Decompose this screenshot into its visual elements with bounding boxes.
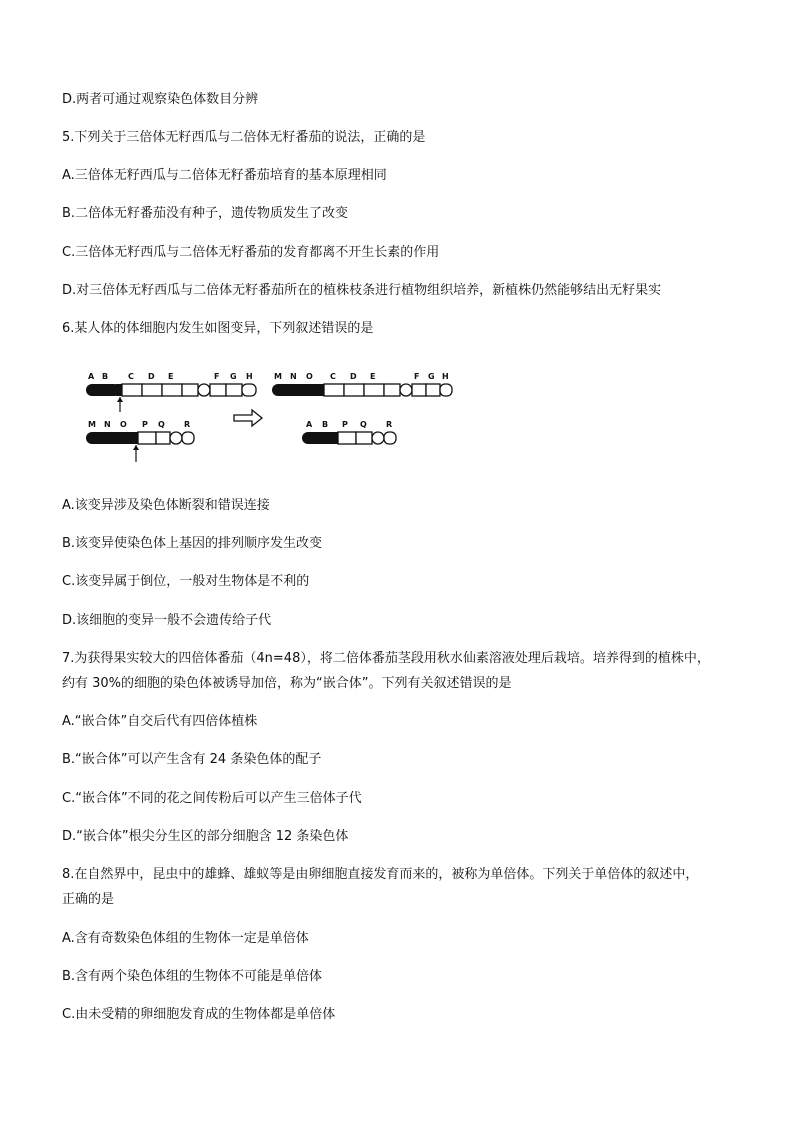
gene-label: M — [274, 372, 282, 381]
q7-option-d: D.“嵌合体”根尖分生区的部分细胞含 12 条染色体 — [62, 829, 349, 844]
gene-label: C — [128, 372, 134, 381]
gene-label: H — [246, 372, 253, 381]
q5-stem: 5.下列关于三倍体无籽西瓜与二倍体无籽番茄的说法，正确的是 — [62, 130, 426, 145]
gene-label: R — [184, 420, 191, 429]
chromosome-before-top — [86, 384, 256, 396]
chromosome-after-bottom-labels — [306, 420, 392, 429]
chromosome-translocation-figure — [64, 364, 454, 468]
gene-label: D — [350, 372, 357, 381]
q8-stem-line1: 8.在自然界中，昆虫中的雄蜂、雄蚁等是由卵细胞直接发育而来的，被称为单倍体。下列关于单倍体的叙述中， — [62, 867, 699, 882]
chromosome-before-top-labels — [88, 372, 253, 381]
q7-stem-line2: 约有 30%的细胞的染色体被诱导加倍，称为“嵌合体”。下列有关叙述错误的是 — [62, 676, 512, 691]
q6-stem: 6.某人体的体细胞内发生如图变异，下列叙述错误的是 — [62, 321, 374, 336]
gene-label: P — [342, 420, 348, 429]
q4-option-d: D.两者可通过观察染色体数目分辨 — [62, 92, 259, 107]
break-point-arrow-icon — [117, 397, 123, 412]
gene-label: B — [102, 372, 109, 381]
gene-label: G — [230, 372, 237, 381]
gene-label: R — [386, 420, 393, 429]
gene-label: D — [148, 372, 155, 381]
q8-option-c: C.由未受精的卵细胞发育成的生物体都是单倍体 — [62, 1007, 336, 1022]
q8-option-b: B.含有两个染色体组的生物体不可能是单倍体 — [62, 969, 323, 984]
gene-label: C — [330, 372, 336, 381]
gene-label: P — [142, 420, 148, 429]
chromosome-after-top-labels — [274, 372, 449, 381]
q7-option-b: B.“嵌合体”可以产生含有 24 条染色体的配子 — [62, 752, 322, 767]
q6-option-d: D.该细胞的变异一般不会遗传给子代 — [62, 613, 272, 628]
gene-label: E — [370, 372, 376, 381]
chromosome-before-bottom-labels — [88, 420, 190, 429]
q8-option-a: A.含有奇数染色体组的生物体一定是单倍体 — [62, 931, 309, 946]
gene-label: E — [168, 372, 174, 381]
q5-option-c: C.三倍体无籽西瓜与二倍体无籽番茄的发育都离不开生长素的作用 — [62, 245, 440, 260]
q7-option-c: C.“嵌合体”不同的花之间传粉后可以产生三倍体子代 — [62, 791, 362, 806]
gene-label: O — [120, 420, 127, 429]
gene-label: N — [290, 372, 297, 381]
gene-label: H — [442, 372, 449, 381]
q6-option-b: B.该变异使染色体上基因的排列顺序发生改变 — [62, 536, 323, 551]
q5-option-d: D.对三倍体无籽西瓜与二倍体无籽番茄所在的植株枝条进行植物组织培养，新植株仍然能够结出无籽果实 — [62, 283, 662, 298]
gene-label: M — [88, 420, 96, 429]
q7-stem-line1: 7.为获得果实较大的四倍体番茄（4n=48），将二倍体番茄茎段用秋水仙素溶液处理后栽培。培养得到的植株中， — [62, 651, 710, 666]
gene-label: G — [428, 372, 435, 381]
q6-option-c: C.该变异属于倒位，一般对生物体是不利的 — [62, 574, 310, 589]
gene-label: Q — [158, 420, 165, 429]
double-right-arrow-icon — [234, 410, 262, 426]
gene-label: A — [306, 420, 313, 429]
q7-option-a: A.“嵌合体”自交后代有四倍体植株 — [62, 714, 258, 729]
q5-option-b: B.二倍体无籽番茄没有种子，遗传物质发生了改变 — [62, 206, 349, 221]
gene-label: Q — [360, 420, 367, 429]
gene-label: A — [88, 372, 95, 381]
q8-stem-line2: 正确的是 — [62, 892, 115, 907]
chromosome-after-top — [272, 384, 452, 396]
chromosome-before-bottom — [86, 432, 194, 444]
chromosome-diagram — [64, 364, 454, 468]
q6-option-a: A.该变异涉及染色体断裂和错误连接 — [62, 498, 270, 513]
gene-label: N — [104, 420, 111, 429]
q5-option-a: A.三倍体无籽西瓜与二倍体无籽番茄培育的基本原理相同 — [62, 168, 387, 183]
gene-label: B — [322, 420, 329, 429]
gene-label: F — [214, 372, 220, 381]
break-point-arrow-icon — [133, 445, 139, 462]
chromosome-after-bottom — [302, 432, 396, 444]
gene-label: O — [306, 372, 313, 381]
gene-label: F — [414, 372, 420, 381]
